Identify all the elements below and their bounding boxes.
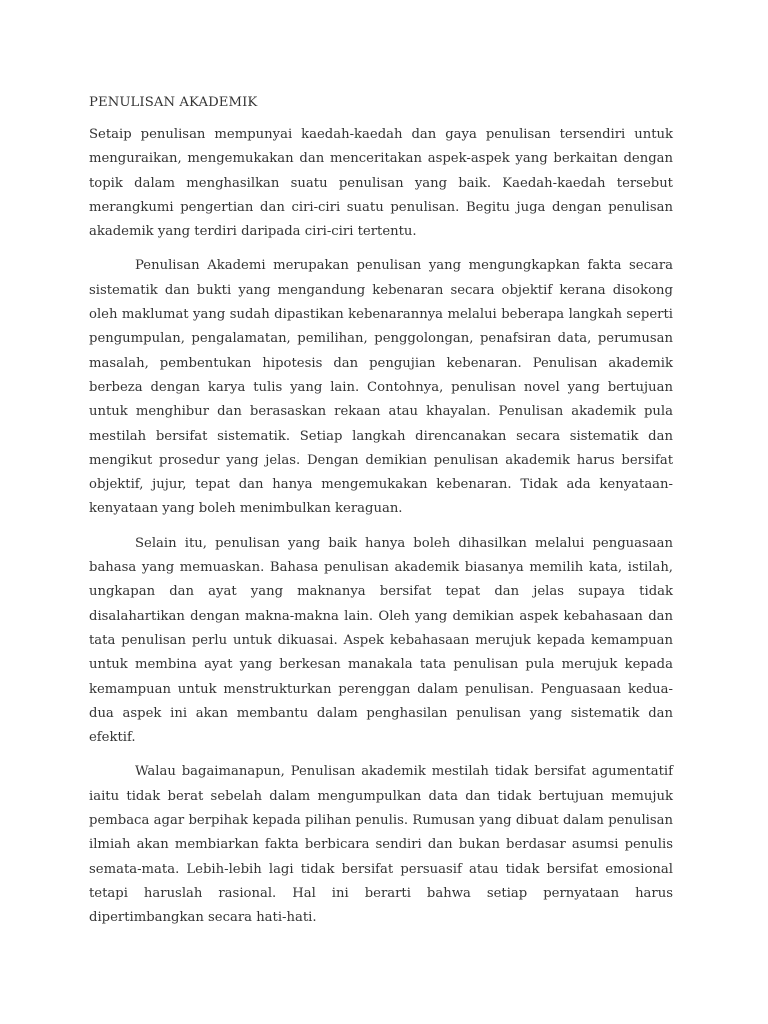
document-title: PENULISAN AKADEMIK [89, 95, 258, 110]
document-page [89, 94, 673, 941]
paragraph-language: Selain itu, penulisan yang baik hanya boleh dihasilkan melalui penguasaan bahasa yang memuaskan. Bahasa penulisan akademik biasanya memilih kata, istilah, ungkapan dan ayat yang maknanya bersifat tepat dan jelas supaya tidak disalahartikan dengan makna-makna lain. Oleh yang demikian aspek kebahasaan dan tata penulisan perlu untuk dikuasai. Aspek kebahasaan merujuk kepada kemampuan untuk membina ayat yang berkesan manakala tata penulisan pula merujuk kepada kemampuan untuk menstrukturkan perenggan dalam penulisan. Penguasaan kedua-dua aspek ini akan membantu dalam penghasilan penulisan yang sistematik dan efektif. [89, 535, 673, 746]
paragraph-objectivity: Walau bagaimanapun, Penulisan akademik mestilah tidak bersifat agumentatif iaitu tidak berat sebelah dalam mengumpulkan data dan tidak bertujuan memujuk pembaca agar berpihak kepada pilihan penulis. Rumusan yang dibuat dalam penulisan ilmiah akan membiarkan fakta berbicara sendiri dan bukan berdasar asumsi penulis semata-mata. Lebih-lebih lagi tidak bersifat persuasif atau tidak bersifat emosional tetapi haruslah rasional. Hal ini berarti bahwa setiap pernyataan harus dipertimbangkan secara hati-hati. [89, 764, 673, 926]
paragraph-intro: Setaip penulisan mempunyai kaedah-kaedah dan gaya penulisan tersendiri untuk menguraikan, mengemukakan dan menceritakan aspek-aspek yang berkaitan dengan topik dalam menghasilkan suatu penulisan yang baik. Kaedah-kaedah tersebut merangkumi pengertian dan ciri-ciri suatu penulisan. Begitu juga dengan penulisan akademik yang terdiri daripada ciri-ciri tertentu. [89, 127, 673, 240]
paragraph-definition: Penulisan Akademi merupakan penulisan yang mengungkapkan fakta secara sistematik dan bukti yang mengandung kebenaran secara objektif kerana disokong oleh maklumat yang sudah dipastikan kebenarannya melalui beberapa langkah seperti pengumpulan, pengalamatan, pemilihan, penggolongan, penafsiran data, perumusan masalah, pembentukan hipotesis dan pengujian kebenaran. Penulisan akademik berbeza dengan karya tulis yang lain. Contohnya, penulisan novel yang bertujuan untuk menghibur dan berasaskan rekaan atau khayalan. Penulisan akademik pula mestilah bersifat sistematik. Setiap langkah direncanakan secara sistematik dan mengikut prosedur yang jelas. Dengan demikian penulisan akademik harus bersifat objektif, jujur, tepat dan hanya mengemukakan kebenaran. Tidak ada kenyataan-kenyataan yang boleh menimbulkan keraguan. [89, 258, 673, 517]
